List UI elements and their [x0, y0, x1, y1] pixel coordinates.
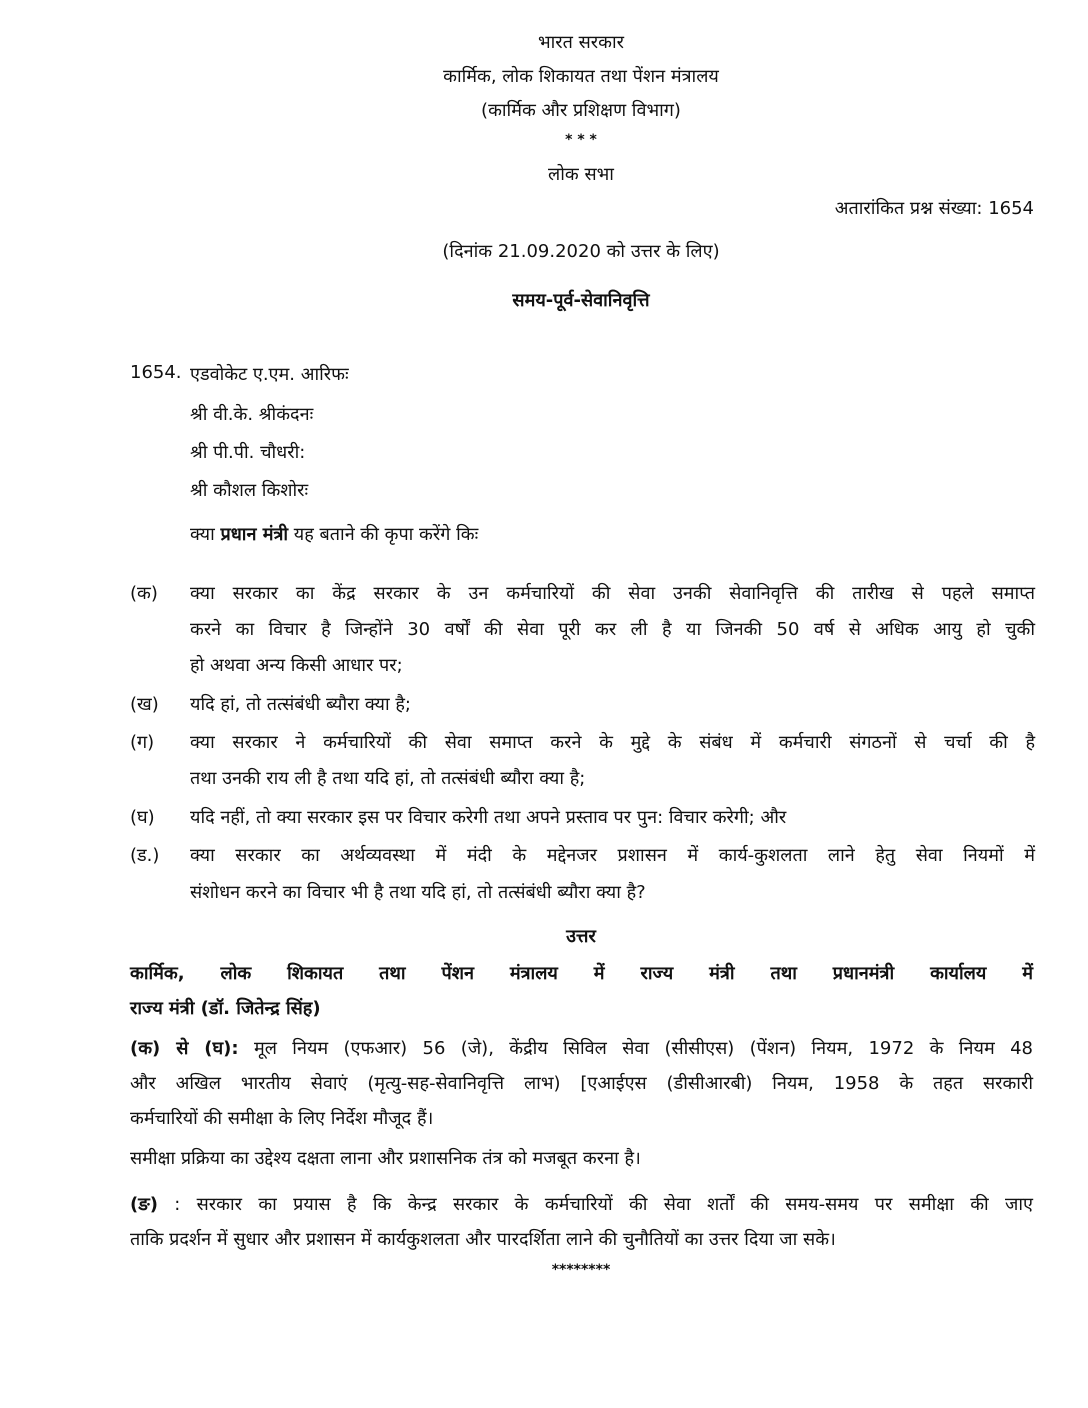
answer-heading: उत्तर: [566, 926, 596, 947]
asker-name: एडवोकेट ए.एम. आरिफः: [190, 364, 349, 385]
end-stars: ********: [551, 1262, 611, 1278]
question-text-line: हो अथवा अन्य किसी आधार पर;: [190, 655, 403, 676]
question-label: (ख): [130, 694, 159, 715]
question-text-line: यदि हां, तो तत्संबंधी ब्यौरा क्या है;: [190, 694, 411, 715]
prompt-suffix: यह बताने की कृपा करेंगे किः: [288, 524, 479, 545]
subject-title: समय-पूर्व-सेवानिवृत्ति: [512, 290, 650, 311]
question-label: (क): [130, 583, 158, 604]
prompt-addressee: प्रधान मंत्री: [220, 524, 289, 545]
question-text-line: संशोधन करने का विचार भी है तथा यदि हां, तो तत्संबंधी ब्यौरा क्या है?: [190, 882, 646, 903]
prompt-prefix: क्या: [190, 524, 221, 545]
question-prompt: [190, 522, 478, 546]
answer-part3-line: [130, 1192, 1033, 1216]
answer-part3-line: ताकि प्रदर्शन में सुधार और प्रशासन में कार्यकुशलता और पारदर्शिता लाने की चुनौतियों का उत्तर दिया जा सके।: [130, 1229, 836, 1250]
asker-name: श्री वी.के. श्रीकंदनः: [190, 404, 314, 425]
asker-name: श्री पी.पी. चौधरी:: [190, 442, 306, 463]
answer-part1-label: (क) से (घ):: [130, 1038, 239, 1059]
separator-stars: * * *: [565, 132, 597, 148]
answer-part1-line: [130, 1036, 1033, 1060]
question-text-line: तथा उनकी राय ली है तथा यदि हां, तो तत्संबंधी ब्यौरा क्या है;: [190, 768, 586, 789]
question-text-line: करने का विचार है जिन्होंने 30 वर्षों की सेवा पूरी कर ली है या जिनकी 50 वर्ष से अधिक आयु हो चुकी: [190, 619, 1035, 640]
ministry-government: भारत सरकार: [537, 32, 625, 53]
question-text-line: क्या सरकार ने कर्मचारियों की सेवा समाप्त करने के मुद्दे के संबंध में कर्मचारी संगठनों से चर्चा की है: [190, 732, 1035, 753]
question-number: अतारांकित प्रश्न संख्या: 1654: [834, 198, 1034, 219]
answer-part3-label: (ङ): [130, 1194, 158, 1215]
question-label: (ग): [130, 732, 155, 753]
asker-name: श्री कौशल किशोरः: [190, 480, 309, 501]
minister-line: कार्मिक, लोक शिकायत तथा पेंशन मंत्रालय में राज्य मंत्री तथा प्रधानमंत्री कार्यालय में: [130, 963, 1033, 984]
minister-line: राज्य मंत्री (डॉ. जितेन्द्र सिंह): [130, 998, 321, 1019]
question-label: (घ): [130, 807, 155, 828]
question-serial: 1654.: [130, 362, 182, 383]
department-name: (कार्मिक और प्रशिक्षण विभाग): [481, 100, 681, 121]
question-text-line: क्या सरकार का अर्थव्यवस्था में मंदी के मद्देनजर प्रशासन में कार्य-कुशलता लाने हेतु सेवा नियमों में: [190, 845, 1035, 866]
answer-part1-line: कर्मचारियों की समीक्षा के लिए निर्देश मौजूद हैं।: [130, 1108, 434, 1129]
house-name: लोक सभा: [548, 164, 614, 185]
question-label: (ड.): [130, 845, 160, 866]
answer-part1-text: मूल नियम (एफआर) 56 (जे), केंद्रीय सिविल सेवा (सीसीएस) (पेंशन) नियम, 1972 के नियम 48: [238, 1038, 1033, 1059]
answer-part3-text: : सरकार का प्रयास है कि केन्द्र सरकार के कर्मचारियों की सेवा शर्तों की समय-समय पर समीक्षा की जाए: [157, 1194, 1033, 1215]
answer-date: (दिनांक 21.09.2020 को उत्तर के लिए): [442, 241, 720, 262]
answer-part2: समीक्षा प्रक्रिया का उद्देश्य दक्षता लाना और प्रशासनिक तंत्र को मजबूत करना है।: [130, 1148, 641, 1169]
question-text-line: क्या सरकार का केंद्र सरकार के उन कर्मचारियों की सेवा उनकी सेवानिवृत्ति की तारीख से पहले समाप्त: [190, 583, 1035, 604]
answer-part1-line: और अखिल भारतीय सेवाएं (मृत्यु-सह-सेवानिवृत्ति लाभ) [एआईएस (डीसीआरबी) नियम, 1958 के तहत सरकारी: [130, 1073, 1033, 1094]
ministry-name: कार्मिक, लोक शिकायत तथा पेंशन मंत्रालय: [443, 66, 719, 87]
question-text-line: यदि नहीं, तो क्या सरकार इस पर विचार करेगी तथा अपने प्रस्ताव पर पुन: विचार करेगी; और: [190, 807, 787, 828]
